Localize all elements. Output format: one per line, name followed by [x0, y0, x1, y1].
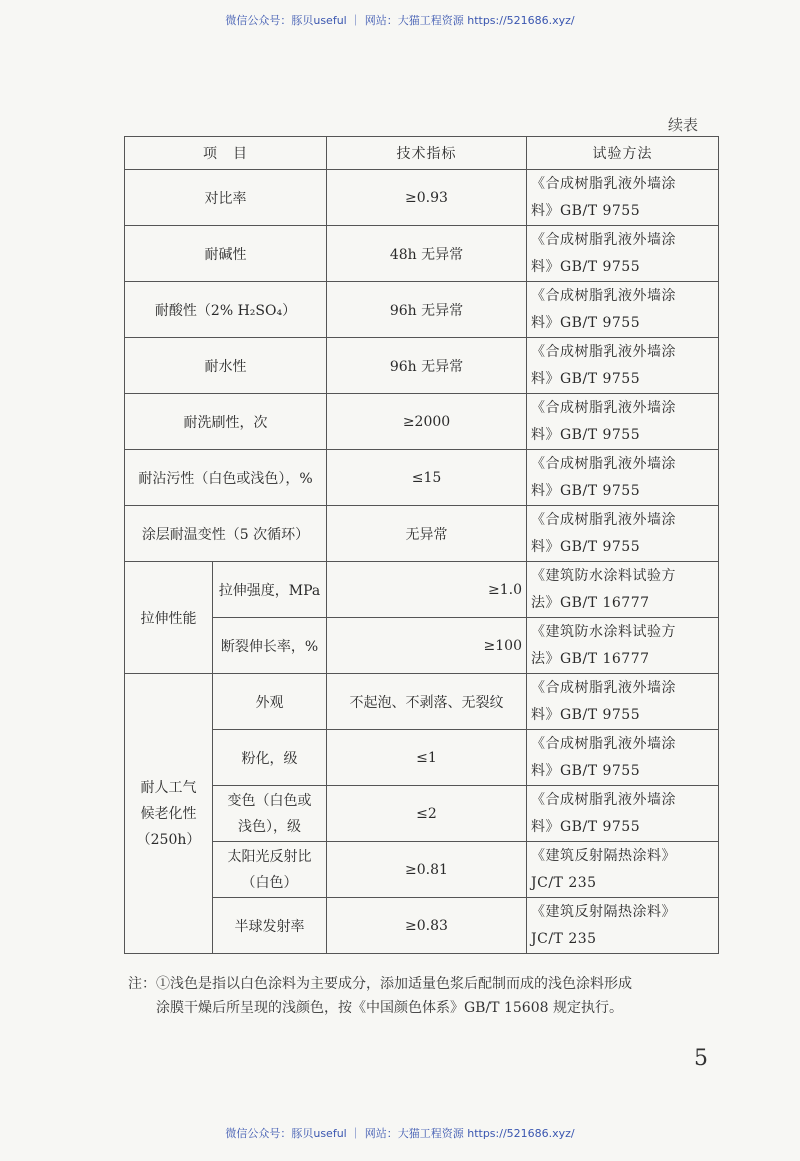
row-item: 拉伸强度，MPa [213, 562, 327, 618]
table-row [125, 562, 719, 618]
row-value: ≥100 [327, 618, 527, 674]
row-value: ≥1.0 [327, 562, 527, 618]
table-row [125, 394, 719, 450]
page-number: 5 [694, 1046, 708, 1071]
row-item: 对比率 [125, 170, 327, 226]
row-method: 《合成树脂乳液外墙涂 料》GB/T 9755 [527, 450, 719, 506]
row-value: ≥2000 [327, 394, 527, 450]
table-row [125, 730, 719, 786]
table-row [125, 898, 719, 954]
top-watermark-banner: 微信公众号：豚贝useful ｜ 网站：大猫工程资源 https://521686.xyz/ [225, 14, 575, 27]
bottom-watermark-banner: 微信公众号：豚贝useful ｜ 网站：大猫工程资源 https://521686.xyz/ [225, 1127, 575, 1140]
row-method: 《合成树脂乳液外墙涂 料》GB/T 9755 [527, 338, 719, 394]
table-row [125, 338, 719, 394]
row-method: 《合成树脂乳液外墙涂 料》GB/T 9755 [527, 394, 719, 450]
row-method: 《建筑反射隔热涂料》 JC/T 235 [527, 898, 719, 954]
header-item: 项 目 [125, 137, 327, 170]
row-method: 《建筑反射隔热涂料》 JC/T 235 [527, 842, 719, 898]
table-row [125, 170, 719, 226]
row-item: 耐碱性 [125, 226, 327, 282]
row-value: 96h 无异常 [327, 282, 527, 338]
row-value: ≥0.81 [327, 842, 527, 898]
header-method: 试验方法 [527, 137, 719, 170]
header-spec: 技术指标 [327, 137, 527, 170]
row-value: ≤2 [327, 786, 527, 842]
row-method: 《合成树脂乳液外墙涂 料》GB/T 9755 [527, 506, 719, 562]
row-value: 无异常 [327, 506, 527, 562]
row-item: 变色（白色或 浅色），级 [213, 786, 327, 842]
row-item: 涂层耐温变性（5 次循环） [125, 506, 327, 562]
row-item: 耐水性 [125, 338, 327, 394]
row-value: 不起泡、不剥落、无裂纹 [327, 674, 527, 730]
table-row [125, 282, 719, 338]
table-row [125, 618, 719, 674]
row-method: 《合成树脂乳液外墙涂 料》GB/T 9755 [527, 170, 719, 226]
group-label-weathering: 耐人工气 候老化性 （250h） [125, 674, 213, 954]
row-item: 外观 [213, 674, 327, 730]
group-label-tensile: 拉伸性能 [125, 562, 213, 674]
row-value: 48h 无异常 [327, 226, 527, 282]
row-value: ≤15 [327, 450, 527, 506]
row-item: 粉化，级 [213, 730, 327, 786]
continued-table-label: 续表 [667, 116, 698, 134]
table-row [125, 674, 719, 730]
table-row [125, 842, 719, 898]
row-item: 太阳光反射比 （白色） [213, 842, 327, 898]
row-value: 96h 无异常 [327, 338, 527, 394]
row-value: ≥0.93 [327, 170, 527, 226]
row-value: ≥0.83 [327, 898, 527, 954]
table-row [125, 450, 719, 506]
row-item: 耐沾污性（白色或浅色），% [125, 450, 327, 506]
row-item: 耐洗刷性，次 [125, 394, 327, 450]
table-row [125, 506, 719, 562]
row-method: 《建筑防水涂料试验方 法》GB/T 16777 [527, 618, 719, 674]
row-item: 耐酸性（2% H₂SO₄） [125, 282, 327, 338]
table-row [125, 226, 719, 282]
row-method: 《合成树脂乳液外墙涂 料》GB/T 9755 [527, 730, 719, 786]
row-method: 《合成树脂乳液外墙涂 料》GB/T 9755 [527, 226, 719, 282]
row-value: ≤1 [327, 730, 527, 786]
row-method: 《建筑防水涂料试验方 法》GB/T 16777 [527, 562, 719, 618]
row-method: 《合成树脂乳液外墙涂 料》GB/T 9755 [527, 282, 719, 338]
row-item: 半球发射率 [213, 898, 327, 954]
table-row [125, 786, 719, 842]
row-method: 《合成树脂乳液外墙涂 料》GB/T 9755 [527, 674, 719, 730]
table-header-row [125, 137, 719, 170]
footnote-line-2: 涂膜干燥后所呈现的浅颜色，按《中国颜色体系》GB/T 15608 规定执行。 [156, 1000, 623, 1016]
specification-table [124, 136, 719, 954]
footnote-line-1: 注：①浅色是指以白色涂料为主要成分，添加适量色浆后配制而成的浅色涂料形成 [128, 976, 632, 992]
row-method: 《合成树脂乳液外墙涂 料》GB/T 9755 [527, 786, 719, 842]
table-footnote [128, 972, 728, 1020]
row-item: 断裂伸长率，% [213, 618, 327, 674]
